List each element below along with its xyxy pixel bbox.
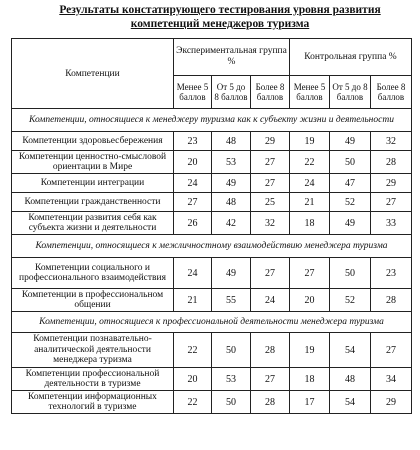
competence-name: Компетенции развития себя как субъекта жизни и деятельности xyxy=(12,212,174,235)
header-exp-5-to-8: От 5 до 8 баллов xyxy=(212,76,251,109)
header-ctrl-5-to-8: От 5 до 8 баллов xyxy=(330,76,371,109)
competence-name: Компетенции социального и профессионального взаимодействия xyxy=(12,258,174,289)
section-title: Компетенции, относящиеся к межличностному взаимодействию менеджера туризма xyxy=(12,235,412,258)
value-cell: 49 xyxy=(212,258,251,289)
table-row xyxy=(12,391,412,414)
table-row xyxy=(12,132,412,151)
value-cell: 18 xyxy=(290,368,330,391)
header-exp-more-8: Более 8 баллов xyxy=(251,76,290,109)
value-cell: 48 xyxy=(212,193,251,212)
value-cell: 25 xyxy=(251,193,290,212)
value-cell: 27 xyxy=(371,333,412,368)
value-cell: 21 xyxy=(290,193,330,212)
section-row xyxy=(12,109,412,132)
value-cell: 32 xyxy=(251,212,290,235)
value-cell: 19 xyxy=(290,132,330,151)
value-cell: 28 xyxy=(371,289,412,312)
value-cell: 28 xyxy=(371,151,412,174)
value-cell: 50 xyxy=(330,258,371,289)
document-title xyxy=(40,3,400,31)
competence-name: Компетенции здоровьесбережения xyxy=(12,132,174,151)
table-row xyxy=(12,258,412,289)
competence-name: Компетенции познавательно-аналитической деятельности менеджера туризма xyxy=(12,333,174,368)
table-row xyxy=(12,212,412,235)
header-ctrl-less-5: Менее 5 баллов xyxy=(290,76,330,109)
value-cell: 23 xyxy=(174,132,212,151)
section-row xyxy=(12,235,412,258)
value-cell: 29 xyxy=(251,132,290,151)
value-cell: 27 xyxy=(251,151,290,174)
table-row xyxy=(12,368,412,391)
table-row xyxy=(12,151,412,174)
table-body xyxy=(12,109,412,414)
value-cell: 22 xyxy=(174,333,212,368)
value-cell: 24 xyxy=(290,174,330,193)
value-cell: 22 xyxy=(174,391,212,414)
header-experimental-group: Экспериментальная группа % xyxy=(174,39,290,76)
value-cell: 47 xyxy=(330,174,371,193)
value-cell: 48 xyxy=(212,132,251,151)
section-title: Компетенции, относящиеся к профессиональной деятельности менеджера туризма xyxy=(12,312,412,333)
table-row xyxy=(12,174,412,193)
value-cell: 27 xyxy=(174,193,212,212)
value-cell: 18 xyxy=(290,212,330,235)
competence-name: Компетенции ценностно-смысловой ориентации в Мире xyxy=(12,151,174,174)
section-row xyxy=(12,312,412,333)
value-cell: 52 xyxy=(330,289,371,312)
value-cell: 19 xyxy=(290,333,330,368)
competence-name: Компетенции профессиональной деятельности в туризме xyxy=(12,368,174,391)
value-cell: 50 xyxy=(212,333,251,368)
value-cell: 24 xyxy=(174,174,212,193)
value-cell: 53 xyxy=(212,151,251,174)
value-cell: 33 xyxy=(371,212,412,235)
section-title: Компетенции, относящиеся к менеджеру туризма как к субъекту жизни и деятельности xyxy=(12,109,412,132)
title-line-1: Результаты констатирующего тестирования уровня развития xyxy=(59,4,381,16)
value-cell: 53 xyxy=(212,368,251,391)
header-exp-less-5: Менее 5 баллов xyxy=(174,76,212,109)
value-cell: 21 xyxy=(174,289,212,312)
value-cell: 49 xyxy=(330,212,371,235)
value-cell: 27 xyxy=(290,258,330,289)
value-cell: 49 xyxy=(330,132,371,151)
value-cell: 22 xyxy=(290,151,330,174)
competence-name: Компетенции информационных технологий в туризме xyxy=(12,391,174,414)
value-cell: 48 xyxy=(330,368,371,391)
value-cell: 50 xyxy=(330,151,371,174)
value-cell: 27 xyxy=(251,174,290,193)
header-control-group: Контрольная группа % xyxy=(290,39,412,76)
table-header xyxy=(12,39,412,109)
value-cell: 34 xyxy=(371,368,412,391)
value-cell: 27 xyxy=(371,193,412,212)
value-cell: 20 xyxy=(290,289,330,312)
title-line-2: компетенций менеджеров туризма xyxy=(130,18,310,30)
value-cell: 28 xyxy=(251,333,290,368)
value-cell: 24 xyxy=(251,289,290,312)
value-cell: 24 xyxy=(174,258,212,289)
value-cell: 28 xyxy=(251,391,290,414)
value-cell: 52 xyxy=(330,193,371,212)
value-cell: 23 xyxy=(371,258,412,289)
competence-name: Компетенции гражданственности xyxy=(12,193,174,212)
value-cell: 29 xyxy=(371,391,412,414)
value-cell: 42 xyxy=(212,212,251,235)
value-cell: 32 xyxy=(371,132,412,151)
competence-name: Компетенции интеграции xyxy=(12,174,174,193)
table-row xyxy=(12,333,412,368)
value-cell: 17 xyxy=(290,391,330,414)
competence-name: Компетенции в профессиональном общении xyxy=(12,289,174,312)
value-cell: 55 xyxy=(212,289,251,312)
value-cell: 49 xyxy=(212,174,251,193)
table-row xyxy=(12,289,412,312)
value-cell: 26 xyxy=(174,212,212,235)
value-cell: 27 xyxy=(251,368,290,391)
value-cell: 29 xyxy=(371,174,412,193)
value-cell: 20 xyxy=(174,368,212,391)
table-row xyxy=(12,193,412,212)
header-ctrl-more-8: Более 8 баллов xyxy=(371,76,412,109)
value-cell: 20 xyxy=(174,151,212,174)
value-cell: 54 xyxy=(330,333,371,368)
value-cell: 50 xyxy=(212,391,251,414)
results-table xyxy=(11,38,412,414)
header-competence: Компетенции xyxy=(12,39,174,109)
value-cell: 54 xyxy=(330,391,371,414)
value-cell: 27 xyxy=(251,258,290,289)
